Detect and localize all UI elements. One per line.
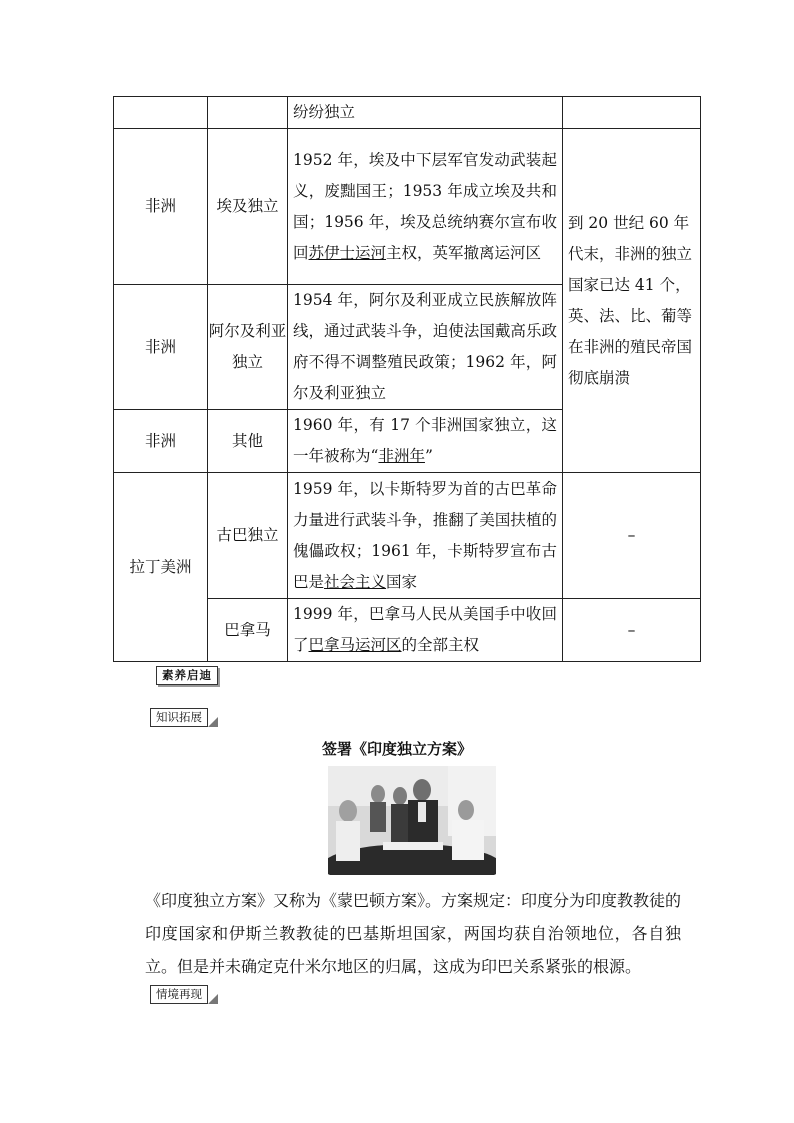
result-cell: [563, 97, 701, 129]
detail-text: ”: [424, 447, 433, 465]
historical-photo: [328, 766, 496, 875]
detail-text: 1960 年，有 17 个非洲国家独立，这一年被称为“: [293, 416, 557, 465]
paragraph-text: 《印度独立方案》又称为《蒙巴顿方案》。方案规定：印度分为印度教教徒的印度国家和伊斯兰教教徒的巴基斯坦国家，两国均获自治领地位，各自独立。但是并未确定克什米尔地区的归属，这成为印巴关系紧张的根源。: [145, 891, 682, 976]
detail-text: 主权，英军撤离运河区: [386, 243, 542, 262]
result-cell: –: [563, 473, 701, 599]
detail-cell: [288, 473, 563, 599]
underlined-term: 非洲年: [378, 447, 425, 465]
photo-illustration: [328, 766, 496, 875]
tag-zhishi: [150, 708, 208, 727]
region-cell: 非洲: [114, 285, 208, 410]
corner-mark-icon: [208, 994, 218, 1004]
tag-label: 素养启迪: [162, 668, 212, 682]
event-cell: 巴拿马: [208, 599, 288, 662]
region-cell: 非洲: [114, 129, 208, 285]
event-cell: 埃及独立: [208, 129, 288, 285]
underlined-term: 巴拿马运河区: [308, 636, 402, 654]
underlined-term: 社会主义: [324, 572, 387, 591]
tag-qingjing: [150, 985, 208, 1004]
tag-label: 情境再现: [156, 987, 202, 1001]
table-row: [114, 97, 701, 129]
detail-text: 1999 年，巴拿马人民从美国手中收回了: [293, 605, 557, 654]
detail-text: 1959 年，以卡斯特罗为首的古巴革命力量进行武装斗争，推翻了美国扶植的傀儡政权；1961 年，卡斯特罗宣布古巴是: [293, 479, 557, 591]
detail-text: 的全部主权: [401, 636, 480, 654]
result-cell: 到 20 世纪 60 年代末，非洲的独立国家已达 41 个，英、法、比、葡等在非洲的殖民帝国彻底崩溃: [563, 129, 701, 473]
event-cell: 阿尔及利亚独立: [208, 285, 288, 410]
region-cell: 拉丁美洲: [114, 473, 208, 662]
event-cell: 古巴独立: [208, 473, 288, 599]
paragraph: [113, 884, 681, 983]
detail-cell: 纷纷独立: [288, 97, 563, 129]
detail-cell: 1954 年，阿尔及利亚成立民族解放阵线，通过武装斗争，迫使法国戴高乐政府不得不调整殖民政策；1962 年，阿尔及利亚独立: [288, 285, 563, 410]
detail-cell: [288, 410, 563, 473]
section-title: 签署《印度独立方案》: [321, 740, 472, 758]
tag-label: 知识拓展: [156, 710, 202, 724]
underlined-term: 苏伊士运河: [308, 243, 387, 262]
detail-cell: [288, 129, 563, 285]
region-cell: [114, 97, 208, 129]
detail-text: 国家: [386, 572, 418, 591]
independence-table: [113, 96, 701, 662]
detail-cell: [288, 599, 563, 662]
event-cell: [208, 97, 288, 129]
region-cell: 非洲: [114, 410, 208, 473]
detail-text: 1952 年，埃及中下层军官发动武装起义，废黜国王；1953 年成立埃及共和国；1956 年，埃及总统纳赛尔宣布收回: [293, 150, 557, 262]
table-row: [114, 129, 701, 285]
event-cell: 其他: [208, 410, 288, 473]
result-cell: –: [563, 599, 701, 662]
tag-suyang: [156, 666, 218, 685]
corner-mark-icon: [208, 717, 218, 727]
table-row: [114, 473, 701, 599]
